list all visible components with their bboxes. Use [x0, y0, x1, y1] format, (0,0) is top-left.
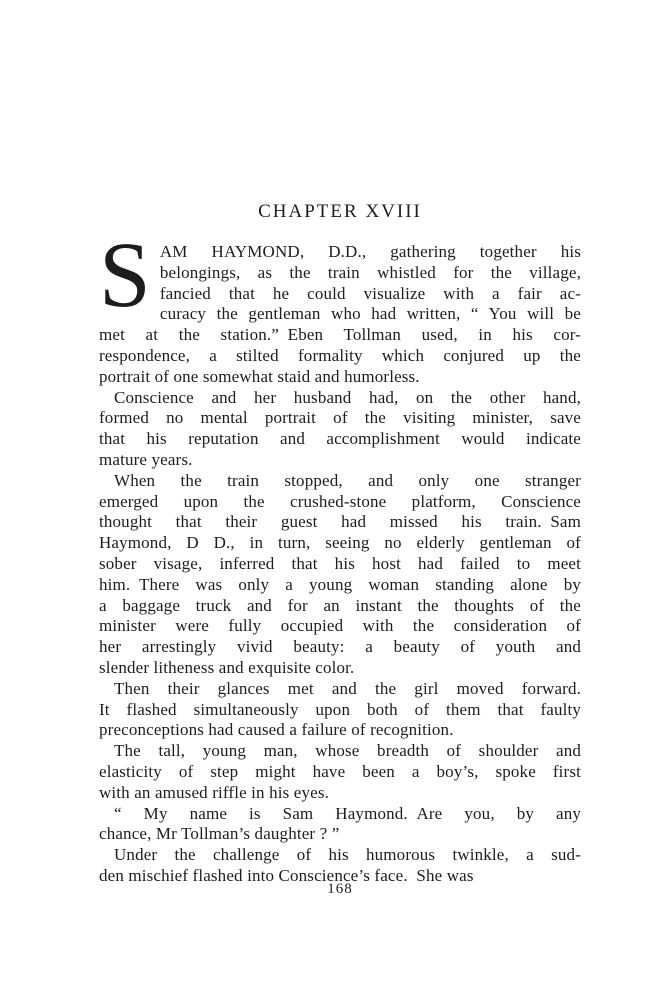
- text-line: “ My name is Sam Haymond. Are you, by any: [114, 803, 581, 823]
- text-line: Under the challenge of his humorous twinkle, a sud-: [114, 845, 581, 865]
- drop-cap-letter: S: [99, 224, 151, 327]
- text-line: chance, Mr Tollman’s daughter ? ”: [99, 824, 340, 844]
- text-line: formed no mental portrait of the visiting minister, save: [99, 408, 581, 428]
- paragraph: [99, 224, 581, 388]
- chapter-heading: CHAPTER XVIII: [258, 201, 422, 222]
- text-line: mature years.: [99, 449, 193, 469]
- text-line: den mischief flashed into Conscience’s face. She was: [99, 865, 474, 885]
- text-line: met at the station.” Eben Tollman used, in his cor-: [99, 325, 581, 345]
- text-line: AM HAYMOND, D.D., gathering together his: [159, 242, 581, 261]
- body-text-block: [99, 224, 581, 887]
- text-line: him. There was only a young woman standing alone by: [99, 574, 581, 594]
- text-line: thought that their guest had missed his train. Sam: [99, 512, 581, 532]
- text-line: Haymond, D D., in turn, seeing no elderly gentleman of: [99, 533, 581, 553]
- text-line: respondence, a stilted formality which conjured up the: [99, 345, 581, 365]
- text-line: preconceptions had caused a failure of recognition.: [99, 720, 454, 740]
- text-line: that his reputation and accomplishment would indicate: [99, 429, 581, 449]
- paragraph: [99, 804, 581, 846]
- text-line: elasticity of step might have been a boy’s, spoke first: [99, 761, 581, 781]
- text-line: When the train stopped, and only one stranger: [114, 470, 581, 490]
- text-line: portrait of one somewhat staid and humorless.: [99, 366, 420, 386]
- page-number: 168: [327, 881, 353, 897]
- text-line: belongings, as the train whistled for the village,: [159, 262, 581, 282]
- text-line: fancied that he could visualize with a fair ac-: [159, 283, 581, 303]
- text-line: emerged upon the crushed-stone platform, Conscience: [99, 491, 581, 511]
- text-line: curacy the gentleman who had written, “ You will be: [159, 304, 581, 324]
- text-line: Conscience and her husband had, on the other hand,: [114, 387, 581, 407]
- paragraph: [99, 388, 581, 471]
- text-line: with an amused riffle in his eyes.: [99, 782, 329, 802]
- text-line: her arrestingly vivid beauty: a beauty of youth and: [99, 637, 581, 657]
- paragraph: [99, 471, 581, 679]
- text-line: Then their glances met and the girl moved forward.: [114, 678, 581, 698]
- text-line: minister were fully occupied with the consideration of: [99, 616, 581, 636]
- paragraph: [99, 679, 581, 741]
- text-line: sober visage, inferred that his host had failed to meet: [99, 553, 581, 573]
- text-line: a baggage truck and for an instant the thoughts of the: [99, 595, 581, 615]
- text-line: The tall, young man, whose breadth of shoulder and: [114, 741, 581, 761]
- text-line: slender litheness and exquisite color.: [99, 657, 355, 677]
- text-line: It flashed simultaneously upon both of them that faulty: [99, 699, 581, 719]
- paragraph: [99, 741, 581, 803]
